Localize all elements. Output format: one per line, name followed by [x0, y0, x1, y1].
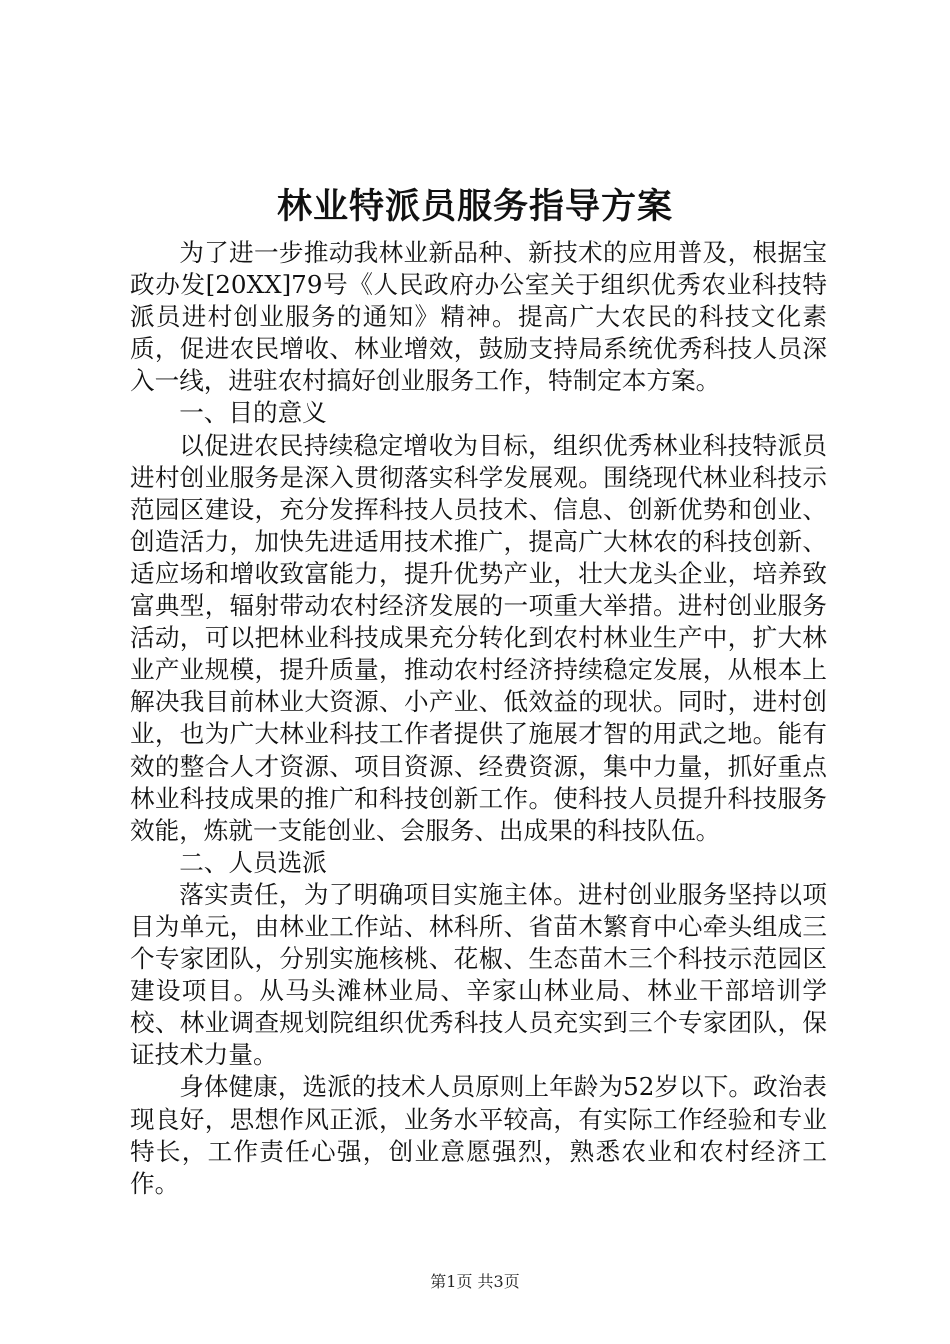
section-heading-purpose: 一、目的意义: [179, 398, 327, 428]
document-body: [130, 237, 827, 1200]
paragraph-responsibility: 落实责任，为了明确项目实施主体。进村创业服务坚持以项目为单元，由林业工作站、林科所、省苗木繁育中心牵头组成三个专家团队，分别实施核桃、花椒、生态苗木三个科技示范园区建设项目。从马头滩林业局、辛家山林业局、林业干部培训学校、林业调查规划院组织优秀科技人员充实到三个专家团队，保证技术力量。: [130, 879, 827, 1070]
document-title: 林业特派员服务指导方案: [276, 186, 673, 227]
page-number-footer: 第1页 共3页: [430, 1272, 520, 1291]
paragraph-purpose: 以促进农民持续稳定增收为目标，组织优秀林业科技特派员进村创业服务是深入贯彻落实科学发展观。围绕现代林业科技示范园区建设，充分发挥科技人员技术、信息、创新优势和创业、创造活力，加快先进适用技术推广，提高广大林农的科技创新、适应场和增收致富能力，提升优势产业，壮大龙头企业，培养致富典型，辐射带动农村经济发展的一项重大举措。进村创业服务活动，可以把林业科技成果充分转化到农村林业生产中，扩大林业产业规模，提升质量，推动农村经济持续稳定发展，从根本上解决我目前林业大资源、小产业、低效益的现状。同时，进村创业，也为广大林业科技工作者提供了施展才智的用武之地。能有效的整合人才资源、项目资源、经费资源，集中力量，抓好重点林业科技成果的推广和科技创新工作。使科技人员提升科技服务效能，炼就一支能创业、会服务、出成果的科技队伍。: [130, 430, 827, 845]
paragraph-intro: 为了进一步推动我林业新品种、新技术的应用普及，根据宝政办发[20XX]79号《人民政府办公室关于组织优秀农业科技特派员进村创业服务的通知》精神。提高广大农民的科技文化素质，促进农民增收、林业增效，鼓励支持局系统优秀科技人员深入一线，进驻农村搞好创业服务工作，特制定本方案。: [130, 238, 827, 396]
section-heading-personnel: 二、人员选派: [179, 847, 327, 877]
paragraph-requirements: 身体健康，选派的技术人员原则上年龄为52岁以下。政治表现良好，思想作风正派，业务水平较高，有实际工作经验和专业特长，工作责任心强，创业意愿强烈，熟悉农业和农村经济工作。: [130, 1072, 827, 1198]
